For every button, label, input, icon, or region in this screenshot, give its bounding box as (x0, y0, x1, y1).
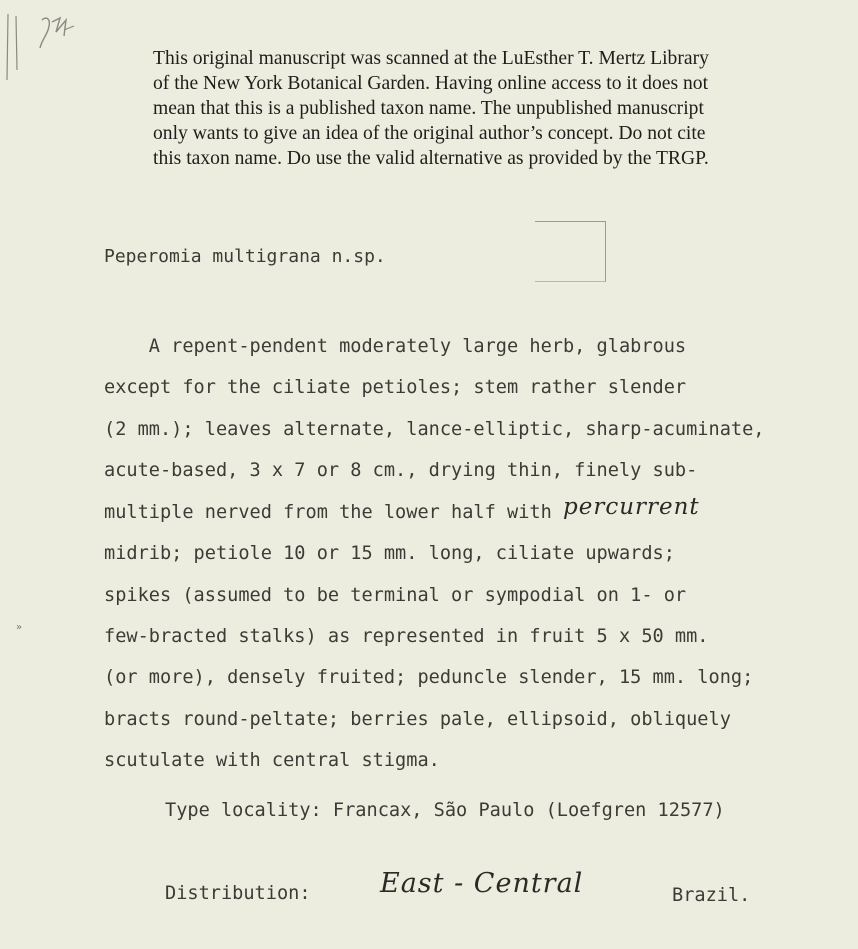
description-line: spikes (assumed to be terminal or sympodial on 1- or (104, 584, 687, 606)
handwritten-annotation: percurrent (562, 494, 700, 521)
stamp-outline (535, 221, 606, 282)
description-line: bracts round-peltate; berries pale, ellipsoid, obliquely (104, 708, 731, 730)
margin-annotation-icon (4, 10, 84, 90)
type-locality: Type locality: Francax, São Paulo (Loefgren 12577) (165, 800, 725, 821)
species-title: Peperomia multigrana n.sp. (104, 246, 386, 267)
notice-line: of the New York Botanical Garden. Having online access to it does not (153, 73, 709, 94)
distribution-label: Distribution: (165, 883, 311, 904)
description-line: acute-based, 3 x 7 or 8 cm., drying thin, finely sub- (104, 459, 698, 481)
description-line: A repent-pendent moderately large herb, glabrous (104, 336, 687, 357)
notice-line: this taxon name. Do use the valid alternative as provided by the TRGP. (153, 148, 709, 169)
notice-line: mean that this is a published taxon name. The unpublished manuscript (153, 98, 704, 119)
description-line (104, 491, 764, 533)
description-line-typed: multiple nerved from the lower half with (104, 502, 563, 524)
distribution-handwritten: East - Central (380, 868, 584, 899)
description-line: (or more), densely fruited; peduncle slender, 15 mm. long; (104, 667, 754, 689)
description-line: midrib; petiole 10 or 15 mm. long, ciliate upwards; (104, 543, 675, 565)
notice-line: This original manuscript was scanned at the LuEsther T. Mertz Library (153, 48, 709, 69)
description-line: except for the ciliate petioles; stem rather slender (104, 377, 687, 399)
description-line: scutulate with central stigma. (104, 749, 440, 771)
distribution-country: Brazil. (672, 885, 751, 906)
stray-margin-mark: » (16, 622, 23, 633)
description-line: (2 mm.); leaves alternate, lance-elliptic, sharp-acuminate, (104, 418, 765, 440)
description-line: few-bracted stalks) as represented in fruit 5 x 50 mm. (104, 626, 709, 648)
species-description (104, 326, 764, 781)
library-notice (153, 46, 813, 171)
notice-line: only wants to give an idea of the original author’s concept. Do not cite (153, 123, 706, 144)
